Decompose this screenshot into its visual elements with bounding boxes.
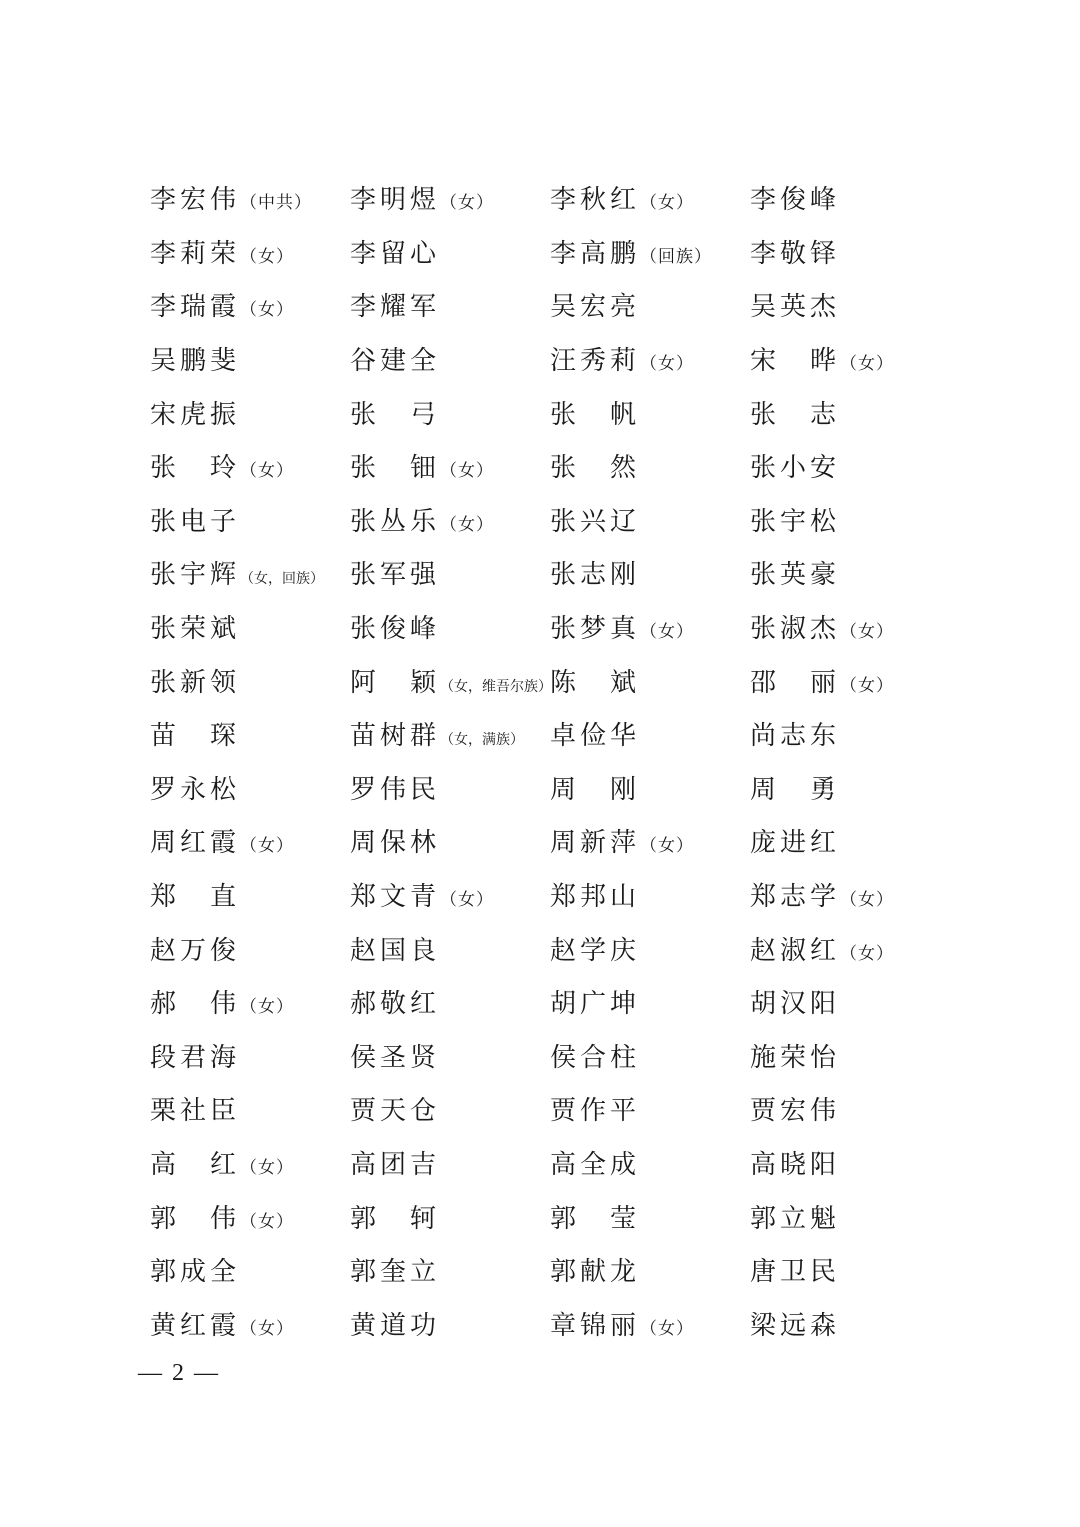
name-entry <box>150 501 350 538</box>
person-name: 贾天仓 <box>350 1096 441 1127</box>
name-entry <box>150 822 350 859</box>
person-name: 汪秀莉 <box>550 346 641 377</box>
person-name: 宋虎振 <box>150 399 241 430</box>
name-entry <box>550 1090 750 1127</box>
person-note: （女） <box>240 1211 295 1232</box>
name-entry <box>550 876 750 913</box>
person-name: 张 玲 <box>150 453 241 484</box>
person-name: 吴宏亮 <box>550 292 641 323</box>
name-row <box>150 1082 950 1136</box>
person-name: 张新领 <box>150 667 241 698</box>
name-row <box>150 600 950 654</box>
person-note: （女） <box>840 890 895 911</box>
person-name: 阿 颖 <box>350 667 441 698</box>
name-entry <box>150 769 350 806</box>
name-row <box>150 332 950 386</box>
person-note: （女） <box>240 1318 295 1339</box>
name-entry <box>750 1251 950 1288</box>
name-entry <box>350 554 550 591</box>
person-name: 胡广坤 <box>550 989 641 1020</box>
name-entry <box>350 1144 550 1181</box>
name-entry <box>750 715 950 752</box>
name-entry <box>750 340 950 377</box>
person-note: （回族） <box>640 246 713 267</box>
name-entry <box>550 447 750 484</box>
person-name: 卓俭华 <box>550 721 641 752</box>
name-entry <box>550 394 750 431</box>
person-note: （女） <box>640 193 695 214</box>
person-name: 李莉荣 <box>150 238 241 269</box>
person-name: 郭立魁 <box>750 1203 841 1234</box>
person-name: 胡汉阳 <box>750 989 841 1020</box>
name-entry <box>350 1251 550 1288</box>
name-entry <box>750 822 950 859</box>
name-entry <box>750 876 950 913</box>
person-name: 苗 琛 <box>150 721 241 752</box>
person-name: 郑邦山 <box>550 882 641 913</box>
name-entry <box>750 1144 950 1181</box>
person-name: 郝敬红 <box>350 989 441 1020</box>
person-note: （女） <box>440 193 495 214</box>
person-name: 赵淑红 <box>750 935 841 966</box>
person-name: 陈 斌 <box>550 667 641 698</box>
name-row <box>150 975 950 1029</box>
person-name: 张荣斌 <box>150 614 241 645</box>
person-note: （女） <box>240 300 295 321</box>
name-entry <box>350 769 550 806</box>
name-entry <box>150 608 350 645</box>
name-entry <box>350 1037 550 1074</box>
name-entry <box>350 715 550 752</box>
person-name: 郑志学 <box>750 882 841 913</box>
person-name: 侯合柱 <box>550 1042 641 1073</box>
name-entry <box>350 394 550 431</box>
name-entry <box>550 286 750 323</box>
name-entry <box>550 1037 750 1074</box>
name-entry <box>550 662 750 699</box>
name-entry <box>750 447 950 484</box>
person-name: 郭成全 <box>150 1257 241 1288</box>
person-note: （女） <box>840 354 895 375</box>
person-note: （中共） <box>240 193 313 214</box>
person-name: 李俊峰 <box>750 185 841 216</box>
name-entry <box>750 769 950 806</box>
name-row <box>150 707 950 761</box>
name-row <box>150 385 950 439</box>
name-row <box>150 171 950 225</box>
person-name: 李高鹏 <box>550 238 641 269</box>
person-name: 张志刚 <box>550 560 641 591</box>
name-entry <box>150 662 350 699</box>
name-entry <box>350 340 550 377</box>
name-entry <box>150 554 350 591</box>
person-name: 郑文青 <box>350 882 441 913</box>
person-name: 李敬铎 <box>750 238 841 269</box>
person-name: 高全成 <box>550 1149 641 1180</box>
name-entry <box>350 822 550 859</box>
name-entry <box>550 608 750 645</box>
person-note: （女） <box>240 1157 295 1178</box>
page-number: — 2 — <box>138 1360 220 1386</box>
name-row <box>150 278 950 332</box>
name-row <box>150 868 950 922</box>
person-name: 张丛乐 <box>350 506 441 537</box>
name-entry <box>150 715 350 752</box>
name-entry <box>150 1144 350 1181</box>
person-name: 张小安 <box>750 453 841 484</box>
name-entry <box>550 1251 750 1288</box>
person-name: 邵 丽 <box>750 667 841 698</box>
person-name: 高 红 <box>150 1149 241 1180</box>
name-entry <box>550 822 750 859</box>
person-name: 郭奎立 <box>350 1257 441 1288</box>
person-name: 黄道功 <box>350 1310 441 1341</box>
person-note: （女） <box>840 675 895 696</box>
person-note: （女） <box>440 461 495 482</box>
person-name: 张宇松 <box>750 506 841 537</box>
name-entry <box>350 286 550 323</box>
name-entry <box>750 930 950 967</box>
person-name: 唐卫民 <box>750 1257 841 1288</box>
person-name: 李瑞霞 <box>150 292 241 323</box>
name-entry <box>550 554 750 591</box>
name-row <box>150 1136 950 1190</box>
name-entry <box>750 1090 950 1127</box>
person-name: 郭 莹 <box>550 1203 641 1234</box>
name-entry <box>150 286 350 323</box>
person-name: 苗树群 <box>350 721 441 752</box>
person-note: （女） <box>840 943 895 964</box>
name-entry <box>350 876 550 913</box>
person-note: （女，回族） <box>240 571 325 588</box>
person-name: 吴英杰 <box>750 292 841 323</box>
name-entry <box>550 1198 750 1235</box>
name-row <box>150 225 950 279</box>
name-entry <box>150 1251 350 1288</box>
name-entry <box>550 1144 750 1181</box>
name-entry <box>350 983 550 1020</box>
person-name: 张 弓 <box>350 399 441 430</box>
person-note: （女，维吾尔族） <box>440 678 553 695</box>
name-entry <box>550 983 750 1020</box>
name-row <box>150 921 950 975</box>
person-name: 李留心 <box>350 238 441 269</box>
person-name: 李明煜 <box>350 185 441 216</box>
name-row <box>150 1189 950 1243</box>
person-name: 施荣怡 <box>750 1042 841 1073</box>
name-entry <box>350 1198 550 1235</box>
person-name: 赵万俊 <box>150 935 241 966</box>
name-entry <box>550 233 750 270</box>
name-entry <box>350 179 550 216</box>
person-name: 周红霞 <box>150 828 241 859</box>
name-entry <box>350 608 550 645</box>
name-entry <box>150 447 350 484</box>
person-name: 贾宏伟 <box>750 1096 841 1127</box>
name-entry <box>350 662 553 699</box>
name-entry <box>350 1305 550 1342</box>
person-note: （女） <box>440 514 495 535</box>
person-note: （女） <box>240 246 295 267</box>
person-note: （女，满族） <box>440 732 525 749</box>
person-name: 张兴辽 <box>550 506 641 537</box>
person-name: 李耀军 <box>350 292 441 323</box>
name-entry <box>150 340 350 377</box>
person-note: （女） <box>640 836 695 857</box>
name-row <box>150 653 950 707</box>
person-name: 张宇辉 <box>150 560 241 591</box>
name-entry <box>350 1090 550 1127</box>
name-entry <box>150 179 350 216</box>
person-name: 郭献龙 <box>550 1257 641 1288</box>
person-name: 吴鹏斐 <box>150 346 241 377</box>
name-row <box>150 814 950 868</box>
name-entry <box>750 286 950 323</box>
name-entry <box>550 501 750 538</box>
person-name: 张军强 <box>350 560 441 591</box>
person-name: 侯圣贤 <box>350 1042 441 1073</box>
name-entry <box>750 608 950 645</box>
name-entry <box>750 554 950 591</box>
person-name: 谷建全 <box>350 346 441 377</box>
name-entry <box>150 1198 350 1235</box>
person-name: 张英豪 <box>750 560 841 591</box>
person-name: 罗伟民 <box>350 774 441 805</box>
name-entry <box>750 501 950 538</box>
name-entry <box>550 715 750 752</box>
name-entry <box>550 930 750 967</box>
person-name: 张电子 <box>150 506 241 537</box>
person-note: （女） <box>240 461 295 482</box>
name-entry <box>750 1305 950 1342</box>
person-name: 段君海 <box>150 1042 241 1073</box>
name-list <box>150 171 950 1350</box>
person-note: （女） <box>640 1318 695 1339</box>
name-entry <box>150 394 350 431</box>
person-name: 章锦丽 <box>550 1310 641 1341</box>
person-name: 黄红霞 <box>150 1310 241 1341</box>
name-entry <box>150 233 350 270</box>
name-entry <box>750 1198 950 1235</box>
person-name: 周 刚 <box>550 774 641 805</box>
name-entry <box>150 1305 350 1342</box>
person-name: 张 然 <box>550 453 641 484</box>
person-name: 栗社臣 <box>150 1096 241 1127</box>
name-entry <box>550 179 750 216</box>
name-entry <box>150 876 350 913</box>
person-name: 张 钿 <box>350 453 441 484</box>
name-row <box>150 761 950 815</box>
name-entry <box>550 340 750 377</box>
person-name: 尚志东 <box>750 721 841 752</box>
name-entry <box>150 1037 350 1074</box>
person-name: 郑 直 <box>150 882 241 913</box>
person-name: 高晓阳 <box>750 1149 841 1180</box>
name-entry <box>750 983 950 1020</box>
person-name: 张淑杰 <box>750 614 841 645</box>
person-note: （女） <box>640 622 695 643</box>
name-row <box>150 1296 950 1350</box>
name-entry <box>350 233 550 270</box>
person-name: 周保林 <box>350 828 441 859</box>
person-note: （女） <box>640 354 695 375</box>
person-note: （女） <box>440 890 495 911</box>
name-entry <box>750 394 950 431</box>
name-entry <box>750 233 950 270</box>
person-name: 赵学庆 <box>550 935 641 966</box>
person-name: 罗永松 <box>150 774 241 805</box>
name-entry <box>550 1305 750 1342</box>
person-name: 庞进红 <box>750 828 841 859</box>
person-note: （女） <box>840 622 895 643</box>
name-entry <box>350 930 550 967</box>
person-name: 郭 伟 <box>150 1203 241 1234</box>
person-name: 张 帆 <box>550 399 641 430</box>
person-name: 郝 伟 <box>150 989 241 1020</box>
person-name: 郭 轲 <box>350 1203 441 1234</box>
person-name: 高团吉 <box>350 1149 441 1180</box>
name-entry <box>750 1037 950 1074</box>
person-note: （女） <box>240 997 295 1018</box>
person-name: 李秋红 <box>550 185 641 216</box>
person-name: 梁远森 <box>750 1310 841 1341</box>
person-name: 宋 晔 <box>750 346 841 377</box>
person-name: 李宏伟 <box>150 185 241 216</box>
person-note: （女） <box>240 836 295 857</box>
person-name: 张 志 <box>750 399 841 430</box>
name-entry <box>150 930 350 967</box>
person-name: 张梦真 <box>550 614 641 645</box>
person-name: 张俊峰 <box>350 614 441 645</box>
person-name: 周新萍 <box>550 828 641 859</box>
name-row <box>150 1029 950 1083</box>
name-entry <box>150 1090 350 1127</box>
name-row <box>150 493 950 547</box>
name-entry <box>150 983 350 1020</box>
name-entry <box>750 179 950 216</box>
person-name: 赵国良 <box>350 935 441 966</box>
name-entry <box>750 662 950 699</box>
person-name: 贾作平 <box>550 1096 641 1127</box>
name-entry <box>350 447 550 484</box>
person-name: 周 勇 <box>750 774 841 805</box>
name-entry <box>350 501 550 538</box>
name-entry <box>550 769 750 806</box>
name-row <box>150 546 950 600</box>
name-row <box>150 439 950 493</box>
name-row <box>150 1243 950 1297</box>
